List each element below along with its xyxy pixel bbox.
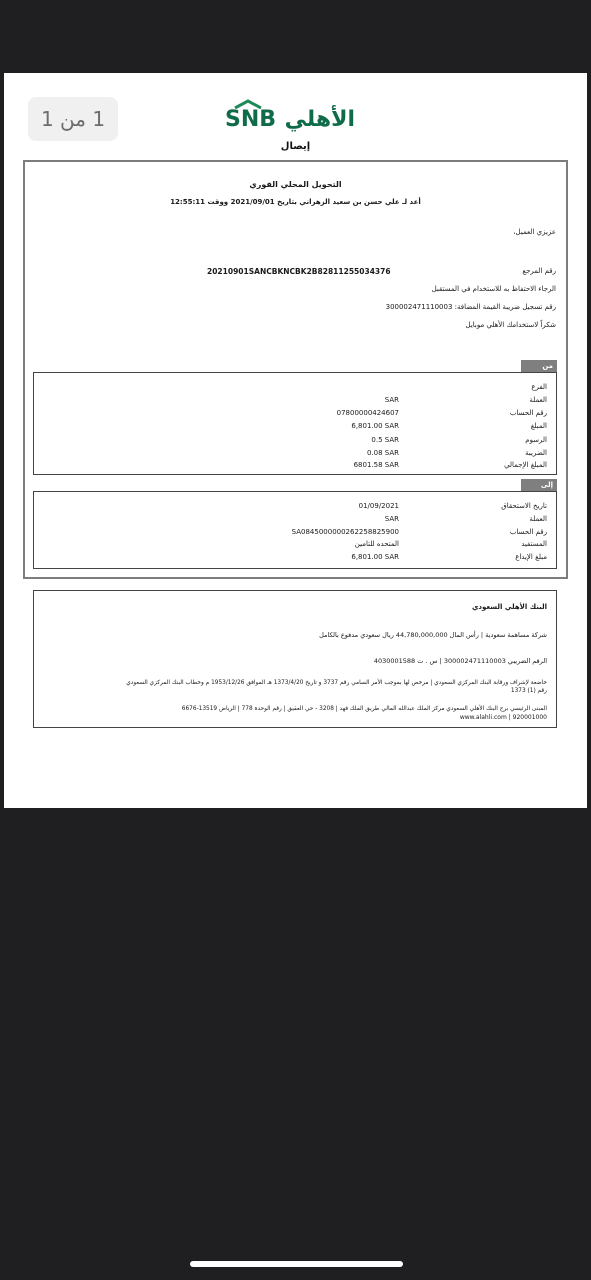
from-section-box: [33, 372, 557, 475]
to-label-account: رقم الحساب: [509, 528, 547, 536]
greeting: عزيزي العميل،: [513, 228, 556, 236]
receipt-title: إيصال: [280, 141, 311, 152]
to-section-tab: إلى: [521, 479, 557, 491]
from-value-total: 6801.58 SAR: [353, 461, 399, 469]
thanks-line: شكراً لاستخدامك الأهلي موبايل: [465, 321, 556, 329]
to-value-currency: SAR: [384, 515, 399, 523]
from-value-account: 07800000424607: [336, 409, 399, 417]
footer-tax-line: الرقم الضريبي 300002471110003 | س . ت 4030001588: [373, 657, 547, 665]
transfer-type: التحويل المحلي الفوري: [249, 180, 342, 189]
from-label-branch: الفرع: [531, 383, 547, 391]
snb-logo: [225, 98, 355, 134]
from-value-fees: 0.5 SAR: [371, 436, 399, 444]
vat-line: رقم تسجيل ضريبة القيمة المضافة: 300002471110003: [385, 303, 556, 311]
from-label-amount: المبلغ: [530, 422, 547, 430]
from-label-currency: العملة: [529, 396, 547, 404]
to-label-currency: العملة: [529, 515, 547, 523]
footer-address-line: المبنى الرئيسي برج البنك الأهلي السعودي مركز الملك عبدالله المالي طريق الملك فهد | 3208 - حي العقيق | رقم الوحدة 778 | الرياض 13519-6676: [181, 706, 547, 712]
home-indicator[interactable]: [190, 1261, 403, 1267]
page-indicator: 1 من 1: [28, 97, 118, 141]
logo-arabic-text: الأهلي: [284, 106, 355, 132]
from-value-tax: 0.08 SAR: [366, 449, 399, 457]
to-value-due-date: 01/09/2021: [358, 502, 399, 510]
footer-regulation-line: خاضعة لإشراف ورقابة البنك المركزي السعودي | مرخص لها بموجب الأمر السامي رقم 3737 و تاريخ 1373/4/20 هـ الموافق 1953/12/26 م وخطاب البنك المركزي السعودي: [126, 680, 547, 686]
from-label-tax: الضريبة: [525, 449, 547, 457]
from-label-total: المبلغ الإجمالي: [504, 461, 547, 469]
to-value-beneficiary: المتحده للتامين: [354, 540, 399, 548]
from-label-account: رقم الحساب: [509, 409, 547, 417]
from-value-amount: 6,801.00 SAR: [351, 422, 399, 430]
to-label-due-date: تاريخ الاستحقاق: [501, 502, 547, 510]
from-value-currency: SAR: [384, 396, 399, 404]
from-label-fees: الرسوم: [525, 436, 547, 444]
logo-latin-text: SNB: [225, 107, 277, 132]
snb-logo-mark: [225, 99, 279, 133]
reference-value: 20210901SANCBKNCBK2B82811255034376: [207, 267, 391, 276]
footer-contact-line: 920001000 | www.alahli.com: [459, 714, 547, 721]
footer-bank-name: البنك الأهلي السعودي: [471, 603, 547, 611]
reference-label: رقم المرجع: [522, 267, 556, 275]
to-value-account: SA0845000000262258825900: [291, 528, 399, 536]
to-label-deposit: مبلغ الإيداع: [515, 553, 547, 561]
footer-company-line: شركة مساهمة سعودية | رأس المال 44,780,000,000 ريال سعودي مدفوع بالكامل: [319, 631, 547, 639]
to-label-beneficiary: المستفيد: [521, 540, 547, 548]
prepared-line: أعد لـ علي حسن بن سعيد الزهراني بتاريخ 2021/09/01 ووقت 12:55:11: [170, 198, 421, 206]
footer-regulation-line-2: رقم (1) 1373: [510, 688, 547, 694]
to-value-deposit: 6,801.00 SAR: [351, 553, 399, 561]
keep-note: الرجاء الاحتفاظ به للاستخدام في المستقبل: [431, 285, 556, 293]
from-section-tab: من: [521, 360, 557, 372]
